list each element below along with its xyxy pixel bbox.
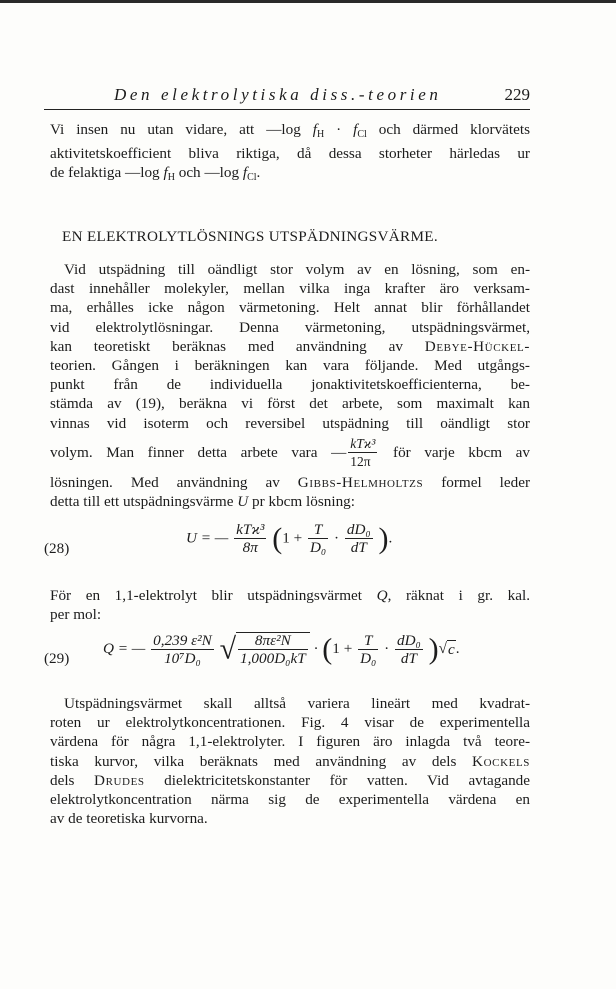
text-line: per mol:: [50, 606, 102, 624]
equation-number-29: (29): [44, 650, 70, 667]
section-heading: EN ELEKTROLYTLÖSNINGS UTSPÄDNINGSVÄRME.: [62, 228, 438, 245]
mid-paragraph: [50, 586, 530, 624]
page-header: [50, 85, 530, 107]
paragraph-1: [50, 260, 530, 511]
text-line: vinnas vid isoterm och reversibel utspädning till oändligt stor: [50, 414, 530, 432]
sqrt-icon: √: [219, 632, 237, 666]
text-line: ma, erhålles icke någon värmetoning. Helt annat blir förhållandet: [50, 299, 530, 317]
text-line: de felaktiga —log $f_H$ och —log $f_{Cl}$.: [50, 164, 261, 184]
text-line: kan teoretiskt beräknas med användning av Debye-Hückel-: [50, 337, 530, 355]
text-line: teorien. Gången i beräkningen kan vara följande. Med utgångs-: [50, 357, 530, 375]
text-line: roten ur elektrolytkoncentrationen. Fig. 4 visar de experimentella: [50, 714, 530, 732]
equation-number-28: (28): [44, 540, 70, 557]
text-line: värdena för några 1,1-elektrolyter. I figuren äro inlagda två teore-: [50, 733, 530, 751]
fraction: $\frac{\text{kTϰ³}}{8\pi}$: [236, 521, 265, 556]
fraction: $\frac{\text{0,239 ε²N}}{\text{10⁷D₀}}$: [153, 631, 212, 667]
text-line: elektrolytkoncentration närma sig de experimentella värdena en: [50, 791, 530, 809]
fraction: $\frac{T}{\text{D₀}}$: [360, 631, 377, 667]
fraction: $\frac{\text{dD₀}}{dT}$: [396, 631, 421, 667]
text-line: detta till ett utspädningsvärme U pr kbcm lösning:: [50, 493, 355, 511]
text-line: dast innehåller molekyler, mellan vilka inga krafter äro verksam-: [50, 280, 530, 298]
text-line: Vi insen nu utan vidare, att —log $f_H \cdot f_{Cl}$ och därmed klorvätets: [50, 121, 531, 140]
text-line: Vid utspädning till oändligt stor volym av en lösning, som en-: [64, 261, 530, 278]
text-line: dels Drudes dielektricitetskonstanter för vatten. Vid avtagande: [50, 771, 530, 789]
text-line: För en 1,1-elektrolyt blir utspädningsvärmet Q, räknat i gr. kal.: [50, 587, 530, 604]
text-line: av de teoretiska kurvorna.: [50, 810, 208, 828]
text-line: Utspädningsvärmet skall alltså variera lineärt med kvadrat-: [64, 695, 530, 712]
text-line: punkt från de individuella jonaktivitetskoefficienterna, be-: [50, 376, 530, 394]
radicand: $\frac{\text{8πε²N}}{\text{1,000D₀kT}}$: [236, 632, 310, 667]
fraction: $\frac{\text{dD₀}}{dT}$: [346, 521, 371, 556]
text-line: volym. Man finner detta arbete vara — $\frac{\text{kTϰ³}}{12\pi}$ för varje kbcm av: [50, 436, 530, 470]
header-rule: [44, 109, 530, 110]
running-title: Den elektrolytiska diss.-teorien: [114, 85, 442, 104]
text-line: vid elektrolytlösningar. Denna värmetoning, utspädningsvärmet,: [50, 318, 530, 336]
page-number: 229: [504, 85, 530, 104]
paragraph-2: [50, 694, 530, 828]
text-line: stämda av (19), beräkna vi först det arbete, som maximalt kan: [50, 395, 530, 413]
intro-paragraph: [50, 120, 530, 188]
text-line: tiska kurvor, vilka beräknats med användning av dels Kockels: [50, 752, 530, 770]
fraction: $\frac{\text{kTϰ³}}{12\pi}$: [350, 436, 376, 470]
text-line: lösningen. Med användning av Gibbs-Helmholtzs formel leder: [50, 473, 531, 491]
equation-28: U = — $\frac{\text{kTϰ³}}{8\pi}$ (1 + $\frac{T}{\text{D₀}}$ · $\frac{\text{dD₀}}{dT}$ ).: [186, 521, 393, 556]
top-edge-rule: [0, 0, 616, 3]
equation-29: Q = — $\frac{\text{0,239 ε²N}}{\text{10⁷D₀}}$ √ $\frac{\text{8πε²N}}{\text{1,000D₀kT}}$ · (1 + $\frac{T}{\text{D₀}}$ · $\frac{\text{dD₀}}{dT}$ )√c.: [103, 631, 460, 667]
text-line: aktivitetskoefficient bliva riktiga, då dessa storheter härledas ur: [50, 145, 530, 163]
fraction: $\frac{T}{\text{D₀}}$: [309, 521, 327, 556]
sqrt-icon: √: [438, 639, 447, 657]
